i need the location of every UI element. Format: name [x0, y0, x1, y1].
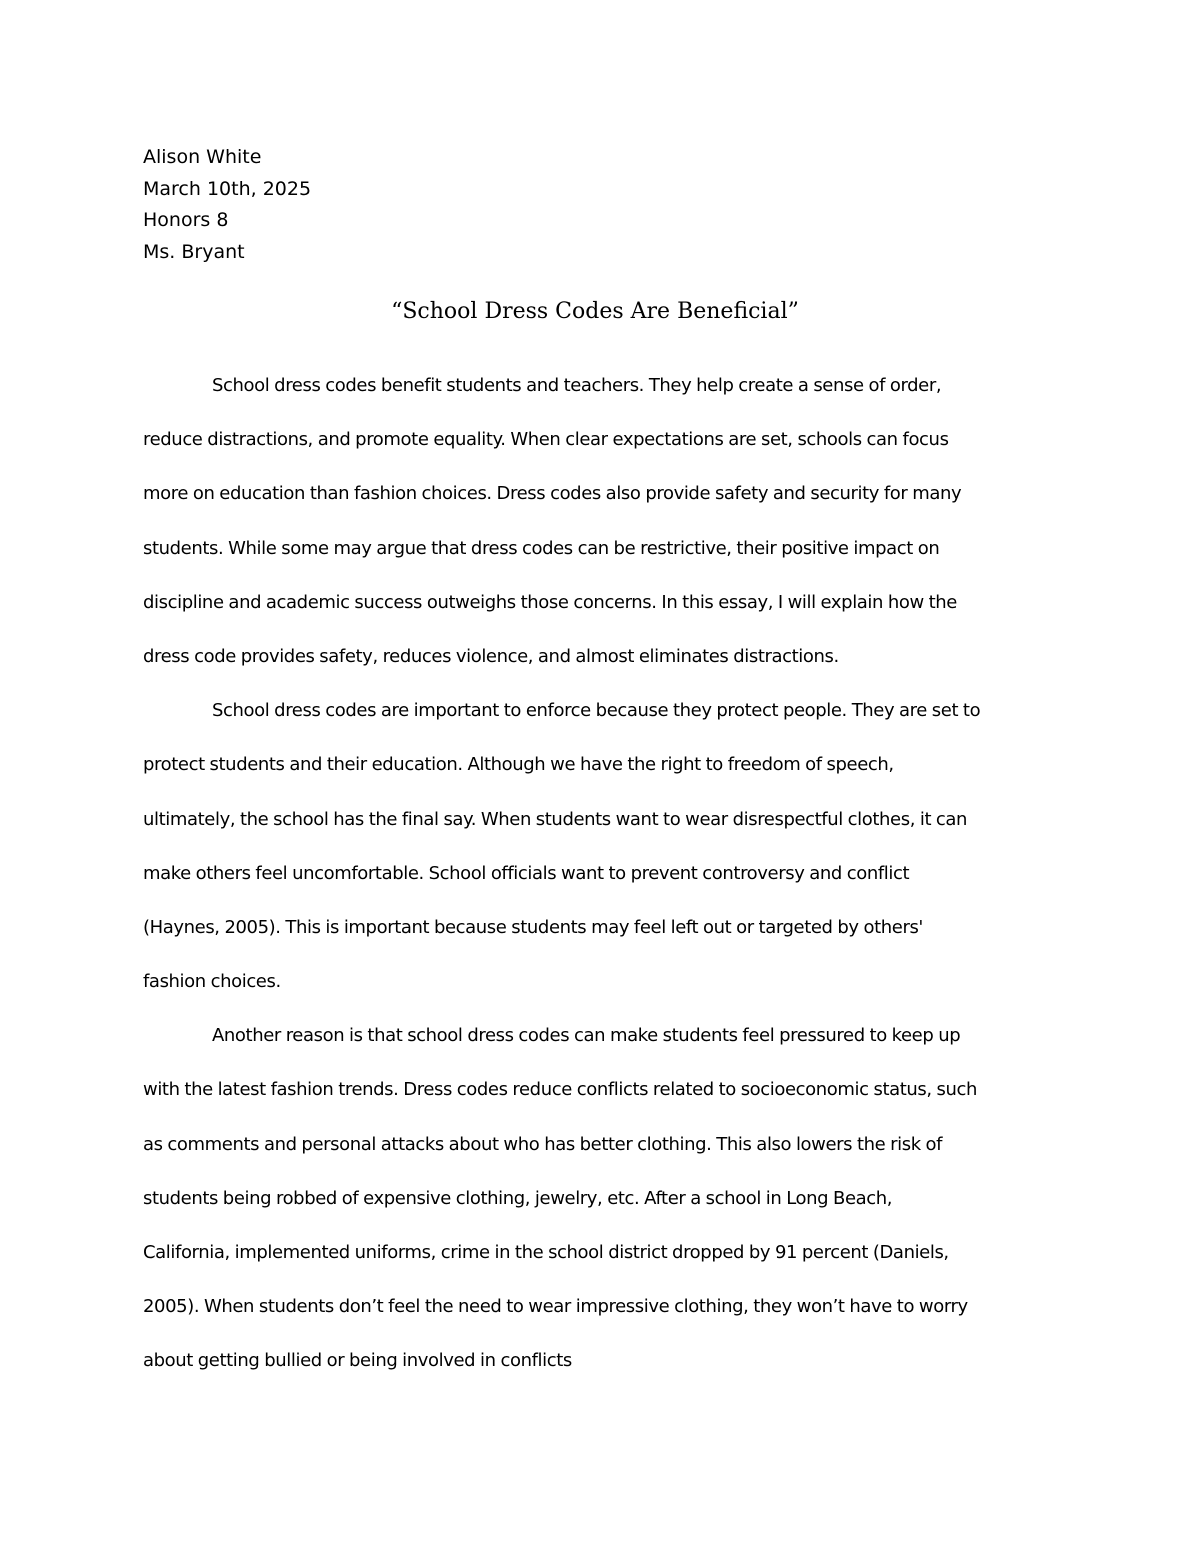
class-name: Honors 8: [143, 209, 229, 231]
text-line: protect students and their education. Although we have the right to freedom of speech,: [143, 754, 894, 776]
student-name: Alison White: [143, 146, 262, 168]
text-line: ultimately, the school has the final say. When students want to wear disrespectful clothes, it can: [143, 808, 968, 830]
text-line: fashion choices.: [143, 971, 281, 993]
text-line: (Haynes, 2005). This is important because students may feel left out or targeted by others': [143, 916, 923, 938]
text-line: with the latest fashion trends. Dress codes reduce conflicts related to socioeconomic status, such: [143, 1079, 978, 1101]
text-line: School dress codes are important to enforce because they protect people. They are set to: [212, 700, 981, 722]
text-line: make others feel uncomfortable. School officials want to prevent controversy and conflict: [143, 862, 910, 884]
text-line: Another reason is that school dress codes can make students feel pressured to keep up: [212, 1025, 961, 1047]
essay-body: [143, 359, 1057, 1389]
teacher-name: Ms. Bryant: [143, 240, 245, 263]
text-line: as comments and personal attacks about who has better clothing. This also lowers the risk of: [143, 1133, 943, 1155]
essay-header: [143, 142, 643, 268]
text-line: more on education than fashion choices. Dress codes also provide safety and security for many: [143, 483, 962, 505]
text-line: California, implemented uniforms, crime in the school district dropped by 91 percent (Daniels,: [143, 1242, 949, 1263]
text-line: 2005). When students don’t feel the need to wear impressive clothing, they won’t have to worry: [143, 1296, 968, 1318]
paragraph-fashion-pressure: [143, 1009, 1057, 1388]
paragraph-safety: [143, 684, 1057, 1009]
text-line: School dress codes benefit students and teachers. They help create a sense of order,: [212, 375, 942, 396]
text-line: reduce distractions, and promote equality. When clear expectations are set, schools can focus: [143, 429, 949, 451]
essay-date: March 10th, 2025: [143, 177, 312, 200]
text-line: about getting bullied or being involved in conflicts: [143, 1350, 572, 1372]
essay-title: “School Dress Codes Are Beneficial”: [391, 299, 799, 324]
text-line: dress code provides safety, reduces violence, and almost eliminates distractions.: [143, 645, 839, 667]
text-line: students being robbed of expensive clothing, jewelry, etc. After a school in Long Beach,: [143, 1187, 893, 1209]
text-line: students. While some may argue that dress codes can be restrictive, their positive impact on: [143, 537, 940, 559]
text-line: discipline and academic success outweighs those concerns. In this essay, I will explain how the: [143, 591, 957, 613]
paragraph-intro: [143, 359, 1057, 684]
